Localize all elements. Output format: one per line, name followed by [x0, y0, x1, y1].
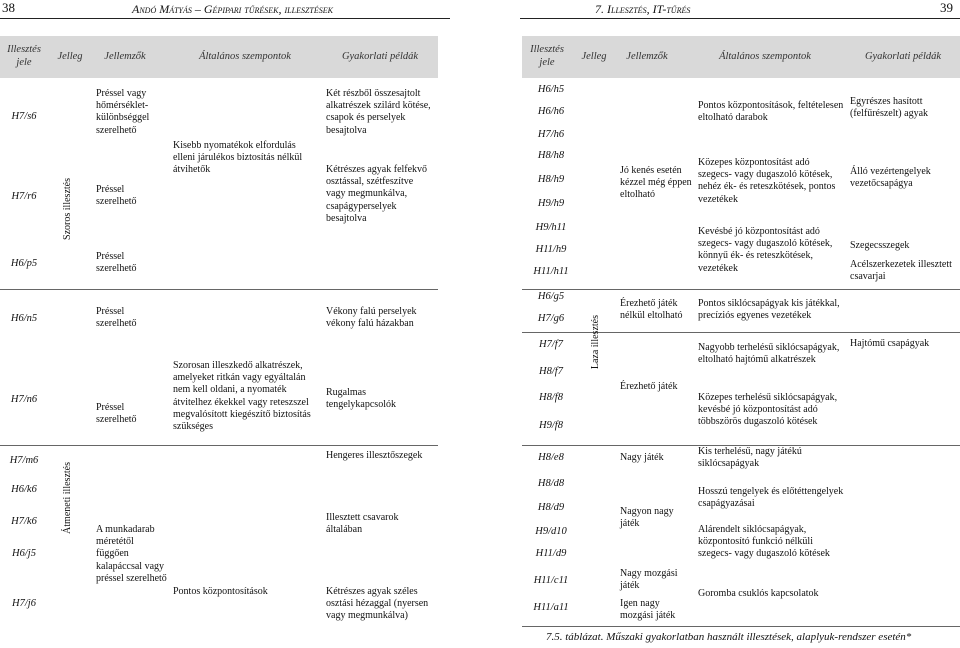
code-H7-h6: H7/h6	[537, 129, 565, 140]
left-gyakorlati-6: Illesztett csavarok általában	[326, 512, 399, 536]
left-header-col4: Általános szempontok	[199, 51, 291, 62]
code-H6-j5: H6/j5	[12, 548, 36, 559]
left-gyakorlati-5: Hengeres illesztőszegek	[326, 450, 423, 461]
left-gyakorlati-1: Két részből összesajtolt alkatrészek szilárd kötése, csapok és perselyek besajtolva	[326, 88, 431, 136]
code-H7-j6: H7/j6	[12, 598, 36, 609]
code-H11-c11: H11/c11	[533, 575, 569, 586]
left-jellemzo-1: Préssel vagy hőmérséklet-különbséggel szerelhető	[96, 88, 150, 136]
code-H6-h6: H6/h6	[537, 106, 565, 117]
right-altalanos-5: Nagyobb terhelésű siklócsapágyak, eltolható hajtómű alkatrészek	[698, 342, 840, 366]
right-header-col3: Jellemzők	[626, 51, 668, 62]
right-jellemzo-5: Nagyon nagy játék	[620, 506, 674, 530]
left-altalanos-3: Pontos központosítások	[173, 586, 268, 597]
left-jellemzo-6: A munkadarab méretétől függően kalapáccsal vagy préssel szerelhető	[96, 524, 167, 584]
right-altalanos-8: Hosszú tengelyek és előtéttengelyek csapágyazásai	[698, 486, 844, 510]
jelleg-atmeneti: Átmeneti illesztés	[62, 462, 73, 534]
right-altalanos-7: Kis terhelésű, nagy játékú siklócsapágyak	[698, 446, 802, 470]
code-H7-k6: H7/k6	[11, 516, 37, 527]
left-jellemzo-3: Préssel szerelhető	[96, 251, 137, 275]
right-gyakorlati-2: Álló vezértengelyek vezetőcsapágya	[850, 166, 931, 190]
right-altalanos-6: Közepes terhelésű siklócsapágyak, kevésbé jó központosítást adó többszörös dugaszoló kötések	[698, 392, 838, 428]
left-gyakorlati-4: Rugalmas tengelykapcsolók	[326, 387, 396, 411]
running-head-right: 7. Illesztés, IT-tűrés	[595, 2, 691, 16]
jelleg-szoros: Szoros illesztés	[62, 178, 73, 240]
right-rule-2	[522, 332, 960, 333]
code-H11-a11: H11/a11	[533, 602, 569, 613]
table-caption: 7.5. táblázat. Műszaki gyakorlatban használt illesztések, alaplyuk-rendszer esetén*	[546, 631, 912, 643]
code-H8-d9: H8/d9	[537, 502, 565, 513]
right-jellemzo-6: Nagy mozgási játék	[620, 568, 678, 592]
left-header-col3: Jellemzők	[104, 51, 146, 62]
code-H11-h9: H11/h9	[535, 244, 567, 255]
header-rule-left	[0, 18, 450, 19]
left-rule-2	[0, 445, 438, 446]
right-header-col5: Gyakorlati példák	[864, 51, 942, 62]
right-header-col1: Illesztés jele	[530, 44, 564, 68]
code-H7-r6: H7/r6	[11, 191, 37, 202]
left-altalanos-1: Kisebb nyomatékok elfordulás elleni járulékos biztosítás nélkül átvihetők	[173, 140, 303, 176]
code-H7-f7: H7/f7	[539, 339, 563, 350]
left-gyakorlati-2: Kétrészes agyak felfekvő osztással, szétfeszítve vagy megmunkálva, csapágyperselyek besajtolva	[326, 164, 428, 224]
page-number-left: 38	[2, 0, 15, 15]
code-H7-s6: H7/s6	[11, 111, 37, 122]
left-header-col2: Jelleg	[57, 51, 83, 62]
right-rule-1	[522, 289, 960, 290]
code-H6-h5: H6/h5	[537, 84, 565, 95]
code-H11-h11: H11/h11	[533, 266, 569, 277]
right-jellemzo-3: Érezhető játék	[620, 381, 678, 392]
code-H9-d10: H9/d10	[535, 526, 567, 537]
right-gyakorlati-5: Hajtómű csapágyak	[850, 338, 930, 349]
code-H6-k6: H6/k6	[11, 484, 37, 495]
code-H7-g6: H7/g6	[537, 313, 565, 324]
right-altalanos-4: Pontos siklócsapágyak kis játékkal, precíziós egyenes vezetékek	[698, 298, 840, 322]
right-gyakorlati-1: Egyrészes hasított (felfűrészelt) agyak	[850, 96, 929, 120]
page-number-right: 39	[940, 0, 953, 15]
right-header-col4: Általános szempontok	[719, 51, 811, 62]
left-jellemzo-4: Préssel szerelhető	[96, 306, 137, 330]
code-H7-n6: H7/n6	[10, 394, 38, 405]
left-header-col1: Illesztés jele	[7, 44, 41, 68]
code-H6-n5: H6/n5	[10, 313, 38, 324]
right-header-col2: Jelleg	[581, 51, 607, 62]
header-rule-right	[520, 18, 960, 19]
right-rule-bottom	[522, 626, 960, 627]
left-header-col5: Gyakorlati példák	[341, 51, 419, 62]
left-rule-1	[0, 289, 438, 290]
running-head-left: Andó Mátyás – Gépipari tűrések, illesztések	[132, 2, 333, 16]
right-altalanos-1: Pontos központosítások, feltételesen eltolható darabok	[698, 100, 844, 124]
right-altalanos-10: Gorombа csuklós kapcsolatok	[698, 588, 819, 599]
code-H8-h8: H8/h8	[537, 150, 565, 161]
right-altalanos-3: Kevésbé jó központosítást adó szegecs- vagy dugaszoló kötések, könnyű ék- és reteszkötések, vezetékek	[698, 226, 833, 274]
code-H11-d9: H11/d9	[535, 548, 567, 559]
left-gyakorlati-7: Kétrészes agyak széles osztási hézaggal (nyersen vagy megmunkálva)	[326, 586, 429, 622]
code-H8-h9: H8/h9	[537, 174, 565, 185]
left-gyakorlati-3: Vékony falú perselyek vékony falú házakban	[326, 306, 417, 330]
code-H6-g5: H6/g5	[537, 291, 565, 302]
right-jellemzo-1: Jó kenés esetén kézzel még éppen eltolható	[620, 165, 692, 201]
code-H9-h9: H9/h9	[537, 198, 565, 209]
right-gyakorlati-4: Acélszerkezetek illesztett csavarjai	[850, 259, 952, 283]
code-H8-f7: H8/f7	[539, 366, 563, 377]
left-jellemzo-5: Préssel szerelhető	[96, 402, 137, 426]
right-jellemzo-7: Igen nagy mozgási játék	[620, 598, 676, 622]
code-H8-d8: H8/d8	[537, 478, 565, 489]
code-H8-f8: H8/f8	[539, 392, 563, 403]
right-altalanos-9: Alárendelt siklócsapágyak, központosító funkció nélküli szegecs- vagy dugaszoló kötések	[698, 524, 830, 560]
code-H8-e8: H8/e8	[538, 452, 564, 463]
code-H9-h11: H9/h11	[535, 222, 567, 233]
code-H9-f8: H9/f8	[539, 420, 563, 431]
left-altalanos-2: Szorosan illeszkedő alkatrészek, amelyeket ritkán vagy egyáltalán nem kell oldani, a nyomaték átvitelhez ékekkel vagy reteszszel megvalósított kiegészítő biztosítás szükséges	[173, 360, 311, 432]
code-H7-m6: H7/m6	[9, 455, 39, 466]
left-jellemzo-2: Préssel szerelhető	[96, 184, 137, 208]
jelleg-laza: Laza illesztés	[590, 315, 601, 370]
right-jellemzo-2: Érezhető játék nélkül eltolható	[620, 298, 683, 322]
code-H6-p5: H6/p5	[10, 258, 38, 269]
right-altalanos-2: Közepes központosítást adó szegecs- vagy dugaszoló kötések, nehéz ék- és reteszkötések, pontos vezetékek	[698, 157, 836, 205]
right-jellemzo-4: Nagy játék	[620, 452, 664, 463]
right-gyakorlati-3: Szegecsszegek	[850, 240, 910, 251]
